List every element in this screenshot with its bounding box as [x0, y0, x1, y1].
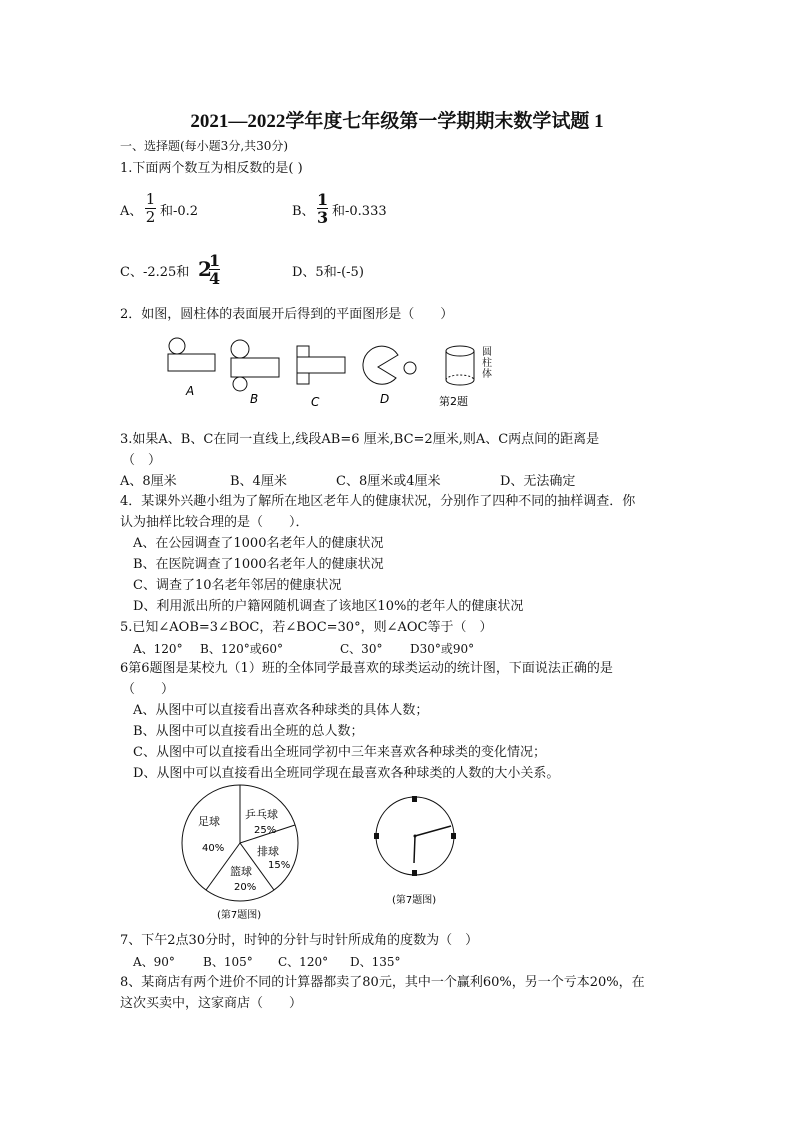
question-6-option-a: A、从图中可以直接看出喜欢各种球类的具体人数；: [133, 703, 429, 718]
question-6-option-b: B、从图中可以直接看出全班的总人数；: [133, 724, 364, 739]
fraction-one-third: 1 3: [317, 190, 329, 227]
pie-label-volleyball: 排球: [257, 845, 279, 858]
pie-caption: (第7题图): [217, 910, 262, 921]
pie-label-pingpong: 乒乓球: [245, 808, 278, 821]
question-5-option-d: D30°或90°: [410, 642, 475, 656]
question-7-option-b: B、105°: [203, 955, 253, 969]
clock-caption: (第7题图): [392, 895, 437, 906]
question-7-stem: 7、下午2点30分时，时钟的分针与时针所成角的度数为（ ）: [120, 933, 479, 948]
question-3-stem: 3.如果A、B、C在同一直线上,线段AB=6 厘米,BC=2厘米,则A、C两点间的距离是: [120, 432, 600, 447]
question-6-paren: （ ）: [122, 682, 175, 697]
net-b-rect: [231, 358, 279, 377]
question-3-option-b: B、4厘米: [230, 474, 287, 489]
minute-hand: [415, 826, 451, 836]
net-c-rect: [297, 357, 345, 373]
question-3-option-a: A、8厘米: [120, 474, 177, 489]
question-7-option-c: C、120°: [278, 955, 329, 969]
pie-pct-volleyball: 15%: [268, 860, 291, 871]
fig-label-a: A: [186, 384, 195, 398]
fig-caption: 第2题: [439, 395, 468, 408]
question-7-option-a: A、90°: [133, 955, 175, 969]
hour-hand: [414, 836, 415, 863]
net-d-circle: [404, 362, 416, 374]
question-1-stem: 1.下面两个数互为相反数的是( ): [120, 161, 303, 176]
page-title: 2021—2022学年度七年级第一学期期末数学试题 1: [190, 111, 604, 132]
fraction-one-half: 1 2: [145, 190, 156, 226]
question-4-stem-line2: 认为抽样比较合理的是（ ）．: [120, 515, 309, 530]
question-2-figure: [0, 335, 794, 415]
question-5-option-a: A、120°: [133, 642, 183, 656]
question-8-stem-line1: 8、某商店有两个进价不同的计算器都卖了80元，其中一个赢利60%，另一个亏本20%，在: [120, 975, 645, 990]
fig-label-c: C: [311, 395, 320, 409]
question-6-stem: 6第6题图是某校九（1）班的全体同学最喜欢的球类运动的统计图，下面说法正确的是: [120, 661, 613, 676]
question-4-option-d: D、利用派出所的户籍网随机调查了该地区10%的老年人的健康状况: [133, 599, 524, 614]
fraction-one-quarter: 1 4: [209, 251, 221, 288]
section-heading: 一、选择题(每小题3分,共30分): [120, 139, 289, 153]
question-1-option-d: D、5和-(-5): [292, 265, 364, 280]
pie-label-basketball: 篮球: [230, 865, 252, 878]
pie-pct-basketball: 20%: [234, 882, 257, 893]
question-5-option-c: C、30°: [340, 642, 383, 656]
net-a-circle: [169, 338, 185, 354]
fig-label-d: D: [380, 392, 390, 406]
question-5-option-b: B、120°或60°: [200, 642, 283, 656]
question-7-option-d: D、135°: [350, 955, 401, 969]
question-8-stem-line2: 这次买卖中，这家商店（ ）: [120, 996, 303, 1011]
net-c-top-square: [297, 346, 309, 357]
pie-pct-pingpong: 25%: [254, 825, 277, 836]
question-6-option-d: D、从图中可以直接看出全班同学现在最喜欢各种球类的人数的大小关系。: [133, 766, 560, 781]
net-a-rect: [168, 354, 215, 371]
question-3-paren: （ ）: [122, 453, 162, 468]
question-5-stem: 5.已知∠AOB=3∠BOC，若∠BOC=30°，则∠AOC等于（ ）: [120, 620, 493, 635]
pie-label-football: 足球: [198, 815, 220, 828]
question-3-option-c: C、8厘米或4厘米: [336, 474, 441, 489]
question-4-option-c: C、调查了10名老年邻居的健康状况: [133, 578, 342, 593]
pie-chart-figure: [180, 783, 300, 933]
question-4-option-a: A、在公园调查了1000名老年人的健康状况: [133, 536, 384, 551]
net-b-top-circle: [231, 340, 249, 358]
pie-pct-football: 40%: [202, 843, 225, 854]
question-3-option-d: D、无法确定: [500, 474, 576, 489]
net-d-pacman: [363, 346, 398, 384]
fig-label-b: B: [250, 392, 259, 406]
question-4-stem-line1: 4．某课外兴趣小组为了解所在地区老年人的健康状况，分别作了四种不同的抽样调查．你: [120, 494, 636, 509]
question-6-option-c: C、从图中可以直接看出全班同学初中三年来喜欢各种球类的变化情况；: [133, 745, 546, 760]
cylinder-label: 圆柱体: [482, 347, 492, 380]
net-b-bottom-circle: [233, 377, 247, 391]
clock-figure: [372, 797, 472, 907]
question-4-option-b: B、在医院调查了1000名老年人的健康状况: [133, 557, 384, 572]
question-2-stem: 2．如图，圆柱体的表面展开后得到的平面图形是（ ）: [120, 307, 454, 322]
net-c-bottom-square: [297, 373, 309, 384]
